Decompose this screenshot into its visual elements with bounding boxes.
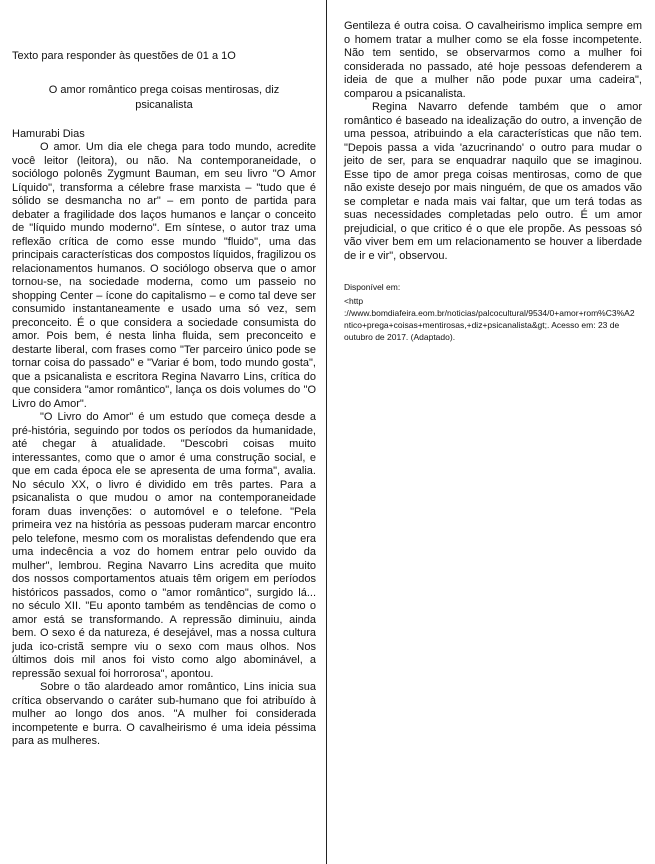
source-citation — [344, 281, 642, 343]
paragraph-5: Regina Navarro defende também que o amor romântico é baseado na idealização do outro, a invenção de uma pessoa, atribuindo a ela características que não tem. "Depois passa a vida 'azucrinando' o outro para mudar o jeito de ser, para se enquadrar naquilo que se imaginou. Esse tipo de amor prega coisas mentirosas, como de que não existe desejo por mais ninguém, de que os amados vão se completar e nada mais vai faltar, que um terá todas as suas necessidades completadas pelo outro. É um amor prejudicial, o que critico é o que ele propõe. As pessoas só vão viver bem em um relacionamento se houver a liberdade de ir e vir", observou. — [344, 101, 642, 262]
paragraph-2: "O Livro do Amor" é um estudo que começa desde a pré-história, seguindo por todos os períodos da humanidade, até chegar à atualidade. "Descobri coisas muito interessantes, como que o amor é uma construção social, e que em cada época ele se apresenta de uma forma", avalia. No século XX, o livro é dividido em três partes. Para a psicanalista o que mudou o amor na contemporaneidade foram duas invenções: o automóvel e o telefone. "Pela primeira vez na história as pessoas puderam marcar encontro pelo telefone, mesmo com os moralistas defendendo que era uma indecência a voz do homem entrar pelo ouvido da mulher", lembrou. Regina Navarro Lins acredita que muito dos nossos comportamentos atuais têm origem em períodos históricos passados, como o "amor romântico", surgido lá... no século XII. "Eu aponto também as tendências de como o amor está se transformando. A repressão diminuiu, ainda bem. O sexo é da natureza, é desejável, mas a nossa cultura juda ico-cristã sempre viu o sexo com maus olhos. Nos últimos dois mil anos foi visto como algo abominável, a repressão sexual foi horrorosa", apontou. — [12, 411, 316, 680]
paragraph-1: O amor. Um dia ele chega para todo mundo, acredite você leitor (leitora), ou não. Na contemporaneidade, o sociólogo polonês Zygmunt Bauman, em seu livro "O Amor Líquido", transforma a célebre frase marxista – "tudo que é sólido se desmancha no ar" – em ponto de partida para debater a fragilidade dos laços humanos e lançar o conceito de "líquido mundo moderno". Em síntese, o autor traz uma reflexão crítica de como esse mundo "fluido", uma das principais características dos compostos líquidos, fragilizou os relacionamentos humanos. O sociólogo observa que o amor tornou-se, na sociedade moderna, como um passeio no shopping Center – ícone do capitalismo – e como tal deve ser consumido instantaneamente e usado uma só vez, sem preconceito. É o que considera a sociedade consumista do amor. Pois bem, é nesta linha fluida, sem preconceito e destarte liberal, com frases como "Ter parceiro único pode se tornar coisa do passado" e "Variar é bom, todo mundo gosta", que a psicanalista e escritora Regina Navarro Lins, crítica do que considera "amor romântico", lança os dois volumes do "O Livro do Amor". — [12, 141, 316, 410]
article-title: O amor romântico prega coisas mentirosas, diz psicanalista — [48, 84, 280, 111]
instruction-text: Texto para responder às questões de 01 a 1O — [12, 50, 236, 62]
right-column — [344, 20, 642, 343]
paragraph-4: Gentileza é outra coisa. O cavalheirismo implica sempre em o homem tratar a mulher como se ela fosse incompetente. Não tem sentido, se observarmos como a mulher foi considerada no passado, até hoje pessoas defenderem a ideia de que a mulher não pode puxar uma cadeira", comparou a psicanalista. — [344, 20, 642, 100]
left-column — [12, 50, 316, 749]
source-text: <http ://www.bomdiafeira.eom.br/noticias/palcocultural/9534/0+amor+rom%C3%A2 ntico+prega+coisas+mentirosas,+diz+psicanalista&gt;. Acesso em: 23 de outubro de 2017. (Adaptado). — [344, 296, 635, 342]
source-label: Disponível em: — [344, 282, 401, 292]
paragraph-3: Sobre o tão alardeado amor romântico, Lins inicia sua crítica observando o caráter sub-humano que foi atribuído à mulher ao longo dos anos. "A mulher foi considerada incompetente e burra. O cavalheirismo é uma ideia péssima para as mulheres. — [12, 681, 316, 747]
column-divider — [326, 0, 327, 864]
article-author: Hamurabi Dias — [12, 128, 85, 140]
